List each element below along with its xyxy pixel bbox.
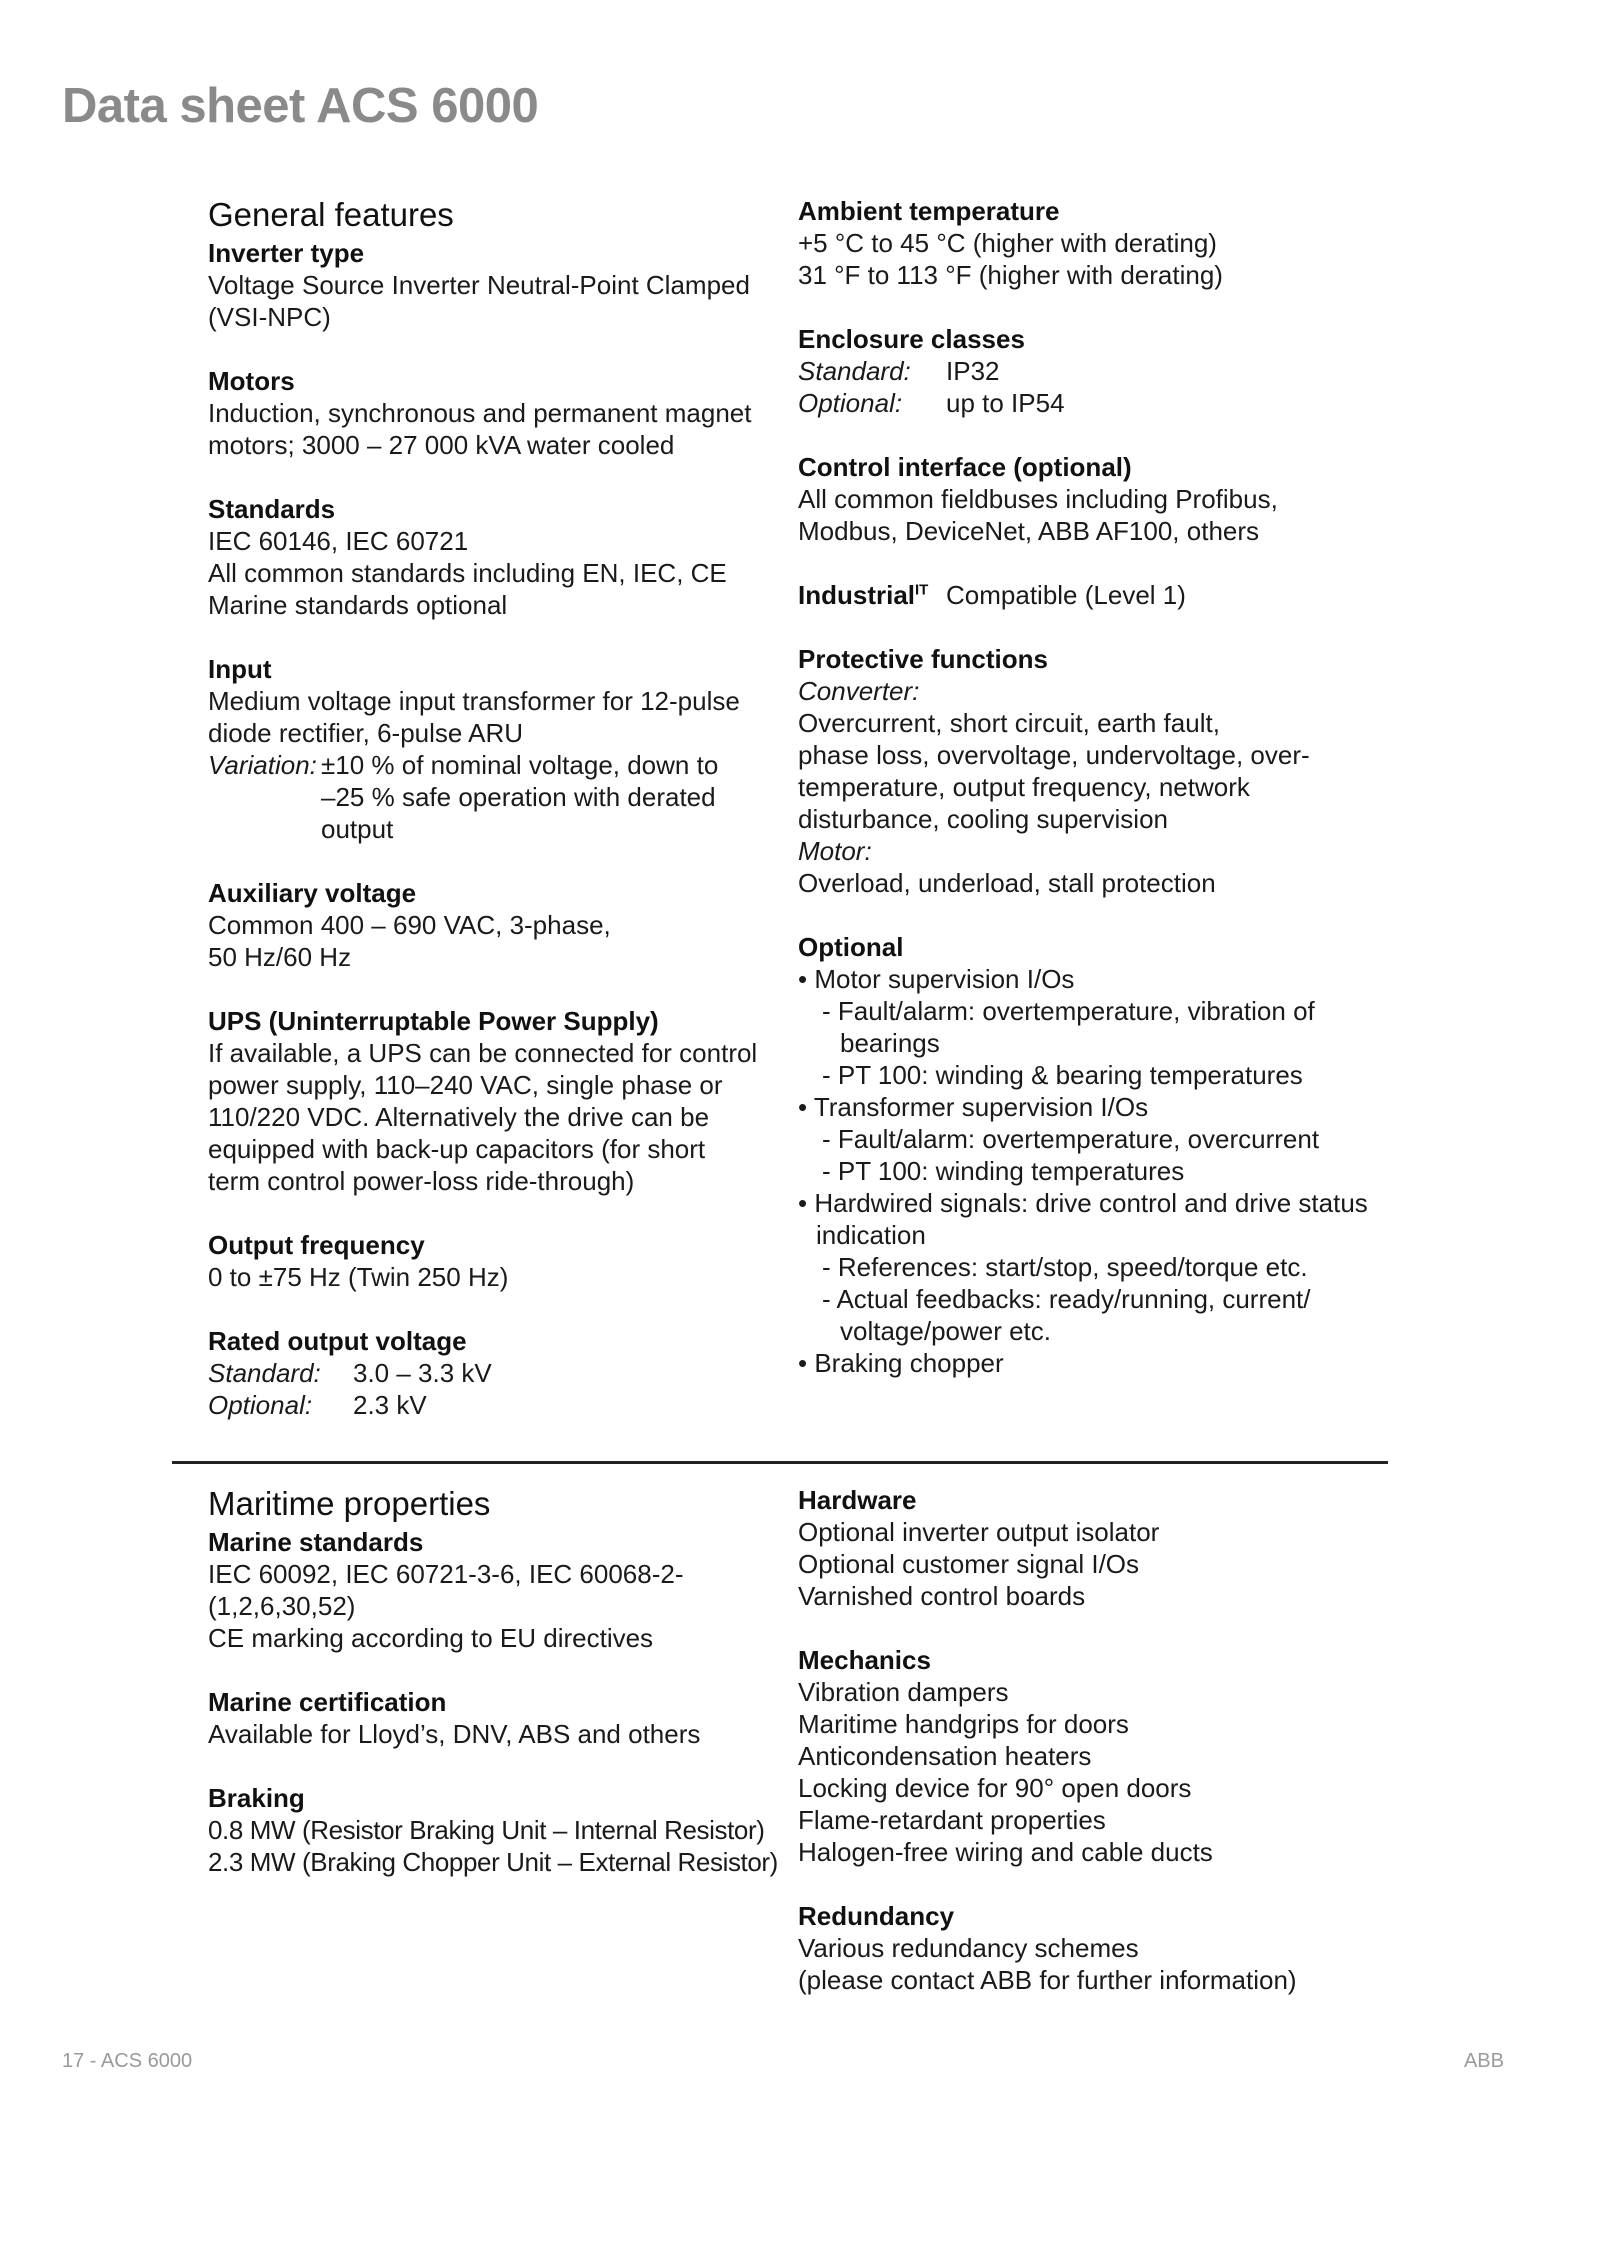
standard-label: Standard: (208, 1358, 321, 1388)
redundancy-line: Various redundancy schemes (798, 1933, 1139, 1963)
mechanics-line: Halogen-free wiring and cable ducts (798, 1837, 1213, 1867)
footer-page-number: 17 - ACS 6000 (62, 2050, 193, 2072)
ambient-temperature-line: 31 °F to 113 °F (higher with derating) (798, 260, 1223, 290)
input-heading: Input (208, 654, 272, 684)
redundancy-block (798, 1900, 1388, 1996)
list-sub-item: - PT 100: winding & bearing temperatures (822, 1060, 1303, 1090)
mechanics-line: Vibration dampers (798, 1677, 1009, 1707)
inverter-type-line: (VSI-NPC) (208, 302, 331, 332)
hardware-block (798, 1484, 1388, 1612)
list-sub-item: - PT 100: winding temperatures (822, 1156, 1185, 1186)
ups-line: equipped with back-up capacitors (for short (208, 1134, 706, 1164)
list-item: • Transformer supervision I/Os (798, 1092, 1149, 1122)
standards-heading: Standards (208, 494, 336, 524)
variation-line: –25 % safe operation with derated (321, 782, 716, 812)
ups-block (208, 1005, 798, 1197)
marine-standards-block (208, 1526, 798, 1654)
rated-output-voltage-heading: Rated output voltage (208, 1326, 467, 1356)
ups-line: 110/220 VDC. Alternatively the drive can be (208, 1102, 710, 1132)
standard-label: Standard: (798, 356, 911, 386)
marine-certification-heading: Marine certification (208, 1687, 447, 1717)
control-interface-line: All common fieldbuses including Profibus, (798, 484, 1278, 514)
standards-line: IEC 60146, IEC 60721 (208, 526, 469, 556)
control-interface-block (798, 451, 1388, 547)
general-left-column (208, 195, 798, 1453)
rated-voltage-optional-row (208, 1389, 798, 1421)
maritime-properties-title: Maritime properties (208, 1485, 491, 1522)
optional-label: Optional: (798, 388, 903, 418)
standards-line: All common standards including EN, IEC, CE (208, 558, 727, 588)
mechanics-line: Maritime handgrips for doors (798, 1709, 1129, 1739)
motor-label: Motor: (798, 836, 872, 866)
motor-line: Overload, underload, stall protection (798, 868, 1216, 898)
motors-line: motors; 3000 – 27 000 kVA water cooled (208, 430, 675, 460)
optional-label: Optional: (208, 1390, 313, 1420)
motors-block (208, 365, 798, 461)
braking-heading: Braking (208, 1783, 305, 1813)
marine-standards-line: (1,2,6,30,52) (208, 1591, 356, 1621)
optional-block (798, 931, 1388, 1379)
list-sub-item: - Fault/alarm: overtemperature, vibration of bearings (822, 996, 1315, 1058)
auxiliary-voltage-line: 50 Hz/60 Hz (208, 942, 352, 972)
marine-standards-line: IEC 60092, IEC 60721-3-6, IEC 60068-2- (208, 1559, 684, 1589)
industrial-it-block (798, 579, 1388, 611)
control-interface-line: Modbus, DeviceNet, ABB AF100, others (798, 516, 1260, 546)
page-title: Data sheet ACS 6000 (62, 79, 539, 133)
maritime-left-column (208, 1484, 798, 1910)
converter-line: phase loss, overvoltage, undervoltage, over- (798, 740, 1310, 770)
marine-certification-line: Available for Lloyd’s, DNV, ABS and others (208, 1719, 701, 1749)
output-frequency-line: 0 to ±75 Hz (Twin 250 Hz) (208, 1262, 509, 1292)
ups-heading: UPS (Uninterruptable Power Supply) (208, 1006, 659, 1036)
footer-brand: ABB (1463, 2050, 1504, 2072)
enclosure-standard-row (798, 355, 1388, 387)
mechanics-line: Flame-retardant properties (798, 1805, 1106, 1835)
control-interface-heading: Control interface (optional) (798, 452, 1132, 482)
redundancy-line: (please contact ABB for further information) (798, 1965, 1297, 1995)
optional-heading: Optional (798, 932, 904, 962)
input-line: Medium voltage input transformer for 12-pulse (208, 686, 740, 716)
output-frequency-block (208, 1229, 798, 1293)
enclosure-classes-block (798, 323, 1388, 419)
ups-line: term control power-loss ride-through) (208, 1166, 635, 1196)
maritime-right-column (798, 1484, 1388, 2028)
enclosure-optional-row (798, 387, 1388, 419)
braking-line: 2.3 MW (Braking Chopper Unit – External Resistor) (208, 1847, 778, 1877)
braking-line: 0.8 MW (Resistor Braking Unit – Internal Resistor) (208, 1815, 765, 1845)
inverter-type-line: Voltage Source Inverter Neutral-Point Clamped (208, 270, 750, 300)
ups-line: If available, a UPS can be connected for control (208, 1038, 758, 1068)
variation-line: output (321, 814, 394, 844)
list-sub-item: - Actual feedbacks: ready/running, current/ voltage/power etc. (822, 1284, 1311, 1346)
marine-standards-line: CE marking according to EU directives (208, 1623, 654, 1653)
ambient-temperature-block (798, 195, 1388, 291)
motors-heading: Motors (208, 366, 295, 396)
auxiliary-voltage-block (208, 877, 798, 973)
optional-value: up to IP54 (946, 388, 1065, 418)
redundancy-heading: Redundancy (798, 1901, 955, 1931)
rated-voltage-standard-row (208, 1357, 798, 1389)
list-item: • Motor supervision I/Os (798, 964, 1075, 994)
converter-label: Converter: (798, 676, 920, 706)
hardware-line: Varnished control boards (798, 1581, 1086, 1611)
industrial-label: Industrial (798, 580, 916, 610)
optional-value: 2.3 kV (353, 1390, 427, 1420)
inverter-type-block (208, 237, 798, 333)
mechanics-heading: Mechanics (798, 1645, 931, 1675)
auxiliary-voltage-line: Common 400 – 690 VAC, 3-phase, (208, 910, 611, 940)
hardware-heading: Hardware (798, 1485, 917, 1515)
variation-value (321, 749, 718, 845)
inverter-type-heading: Inverter type (208, 238, 365, 268)
ambient-temperature-line: +5 °C to 45 °C (higher with derating) (798, 228, 1217, 258)
input-block (208, 653, 798, 845)
ups-line: power supply, 110–240 VAC, single phase or (208, 1070, 723, 1100)
industrial-sup: IT (915, 581, 929, 599)
output-frequency-heading: Output frequency (208, 1230, 425, 1260)
list-item: • Braking chopper (798, 1348, 1004, 1378)
converter-line: temperature, output frequency, network (798, 772, 1250, 802)
mechanics-block (798, 1644, 1388, 1868)
rated-output-voltage-block (208, 1325, 798, 1421)
input-variation (208, 749, 798, 845)
section-divider (172, 1461, 1388, 1464)
braking-block (208, 1782, 798, 1878)
enclosure-classes-heading: Enclosure classes (798, 324, 1025, 354)
list-sub-item: - Fault/alarm: overtemperature, overcurrent (822, 1124, 1320, 1154)
general-right-column (798, 195, 1388, 1411)
industrial-it-heading (798, 579, 946, 611)
mechanics-line: Anticondensation heaters (798, 1741, 1092, 1771)
variation-line: ±10 % of nominal voltage, down to (321, 750, 719, 780)
variation-label: Variation: (208, 750, 317, 780)
list-sub-item: - References: start/stop, speed/torque etc. (822, 1252, 1308, 1282)
mechanics-line: Locking device for 90° open doors (798, 1773, 1192, 1803)
protective-functions-heading: Protective functions (798, 644, 1048, 674)
list-item: • Hardwired signals: drive control and drive status indication (798, 1188, 1368, 1250)
marine-standards-heading: Marine standards (208, 1527, 424, 1557)
standard-value: 3.0 – 3.3 kV (353, 1358, 492, 1388)
standard-value: IP32 (946, 356, 1000, 386)
general-features-title: General features (208, 196, 454, 233)
motors-line: Induction, synchronous and permanent magnet (208, 398, 752, 428)
ambient-temperature-heading: Ambient temperature (798, 196, 1060, 226)
hardware-line: Optional customer signal I/Os (798, 1549, 1140, 1579)
converter-line: Overcurrent, short circuit, earth fault, (798, 708, 1220, 738)
standards-block (208, 493, 798, 621)
industrial-it-value: Compatible (Level 1) (946, 580, 1186, 610)
input-line: diode rectifier, 6-pulse ARU (208, 718, 524, 748)
marine-certification-block (208, 1686, 798, 1750)
protective-functions-block (798, 643, 1388, 899)
converter-line: disturbance, cooling supervision (798, 804, 1168, 834)
standards-line: Marine standards optional (208, 590, 508, 620)
auxiliary-voltage-heading: Auxiliary voltage (208, 878, 417, 908)
hardware-line: Optional inverter output isolator (798, 1517, 1160, 1547)
